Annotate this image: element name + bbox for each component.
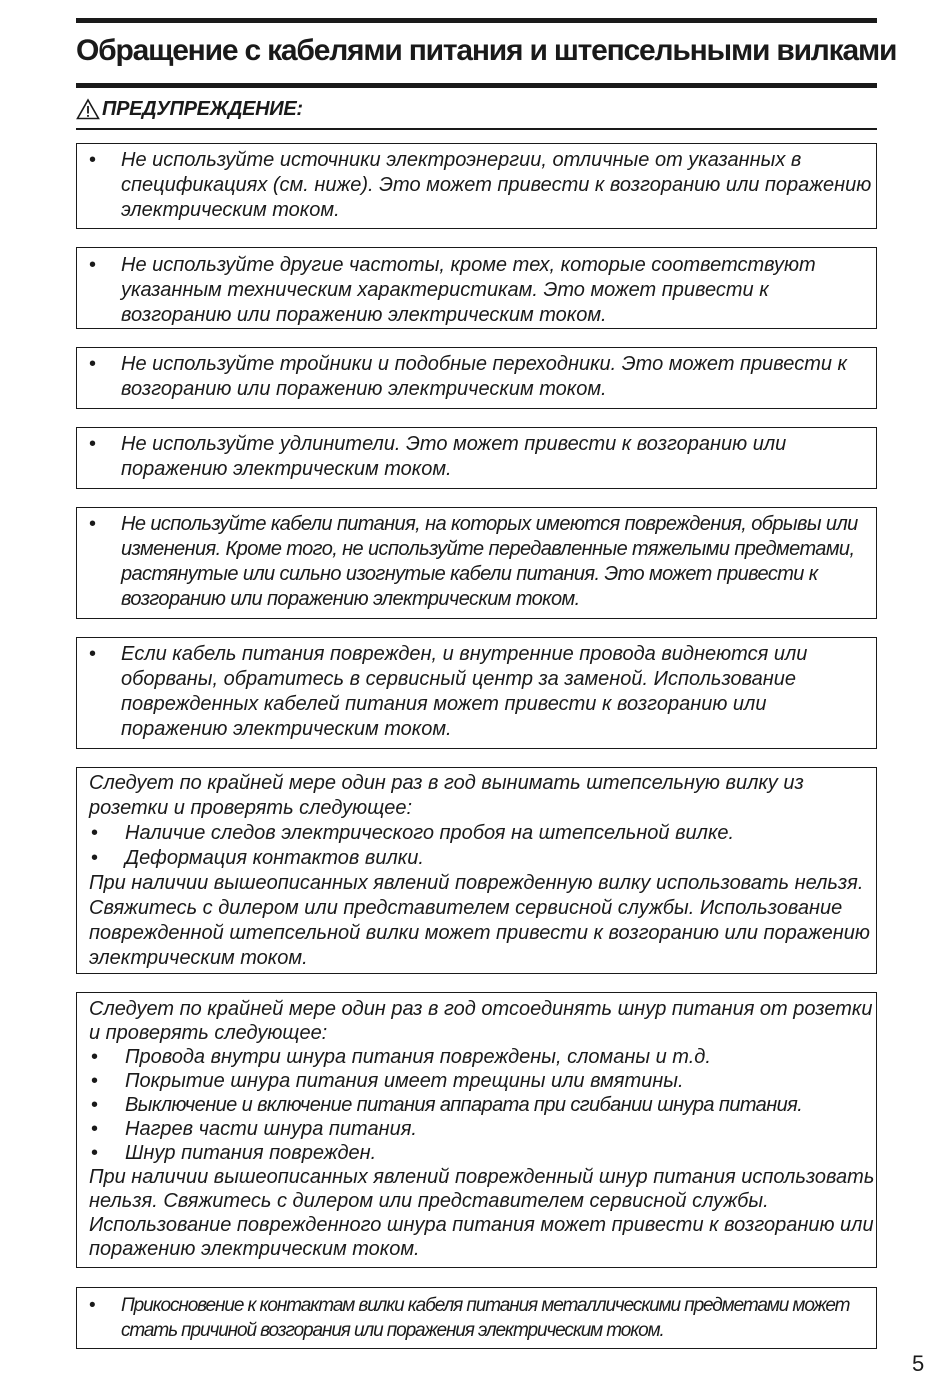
plug-check-outro: При наличии вышеописанных явлений поврежденную вилку использовать нельзя. Свяжитесь с дилером или представителем сервисной службы. Использование поврежденной штепсельной вилки может привести к возгоранию или поражению электрическим током. bbox=[89, 872, 870, 969]
page-number: 5 bbox=[912, 1351, 925, 1376]
warning-text: • Не используйте источники электроэнергии, отличные от указанных в спецификациях (см. ниже). Это может привести к возгоранию или поражению электрическим током. bbox=[89, 148, 876, 223]
cord-check-outro: При наличии вышеописанных явлений поврежденный шнур питания использовать нельзя. Свяжитесь с дилером или представителем сервисной службы. Использование поврежденного шнура питания может привести к возгоранию или поражению электрическим током. bbox=[89, 1166, 875, 1260]
warning-heading bbox=[76, 94, 303, 124]
cord-check-intro: Следует по крайней мере один раз в год отсоединять шнур питания от розетки и проверять следующее: bbox=[89, 998, 873, 1044]
page-title: Обращение с кабелями питания и штепсельными вилками bbox=[76, 34, 897, 67]
plug-check-item: • Наличие следов электрического пробоя на штепсельной вилке. bbox=[91, 821, 876, 846]
cord-check-item: • Шнур питания поврежден. bbox=[91, 1141, 876, 1165]
title-rule bbox=[76, 83, 877, 88]
warning-box bbox=[76, 637, 877, 749]
warning-text: • Не используйте другие частоты, кроме тех, которые соответствуют указанным техническим характеристикам. Это может привести к возгоранию или поражению электрическим током. bbox=[89, 253, 876, 328]
warning-rule bbox=[76, 128, 877, 130]
warning-box bbox=[76, 1287, 877, 1349]
cord-check-item: • Выключение и включение питания аппарата при сгибании шнура питания. bbox=[91, 1093, 876, 1117]
warning-box bbox=[76, 247, 877, 329]
warning-text: • Не используйте кабели питания, на которых имеются повреждения, обрывы или изменения. Кроме того, не используйте передавленные тяжелыми предметами, растянутые или сильно изогнутые кабели питания. Это может привести к возгоранию или поражению электрическим током. bbox=[89, 512, 876, 612]
warning-box bbox=[76, 347, 877, 409]
warning-label: ПРЕДУПРЕЖДЕНИЕ: bbox=[102, 97, 303, 120]
plug-check-intro: Следует по крайней мере один раз в год вынимать штепсельную вилку из розетки и проверять следующее: bbox=[89, 772, 804, 819]
warning-box bbox=[76, 427, 877, 489]
warning-text: • Не используйте тройники и подобные переходники. Это может привести к возгоранию или поражению электрическим током. bbox=[89, 352, 876, 402]
warning-box bbox=[76, 143, 877, 229]
plug-check-item: • Деформация контактов вилки. bbox=[91, 846, 876, 871]
cord-check-box bbox=[76, 992, 877, 1268]
warning-box bbox=[76, 507, 877, 619]
warning-triangle-icon bbox=[76, 98, 100, 120]
cord-check-item: • Провода внутри шнура питания повреждены, сломаны и т.д. bbox=[91, 1045, 876, 1069]
warning-text: • Не используйте удлинители. Это может привести к возгоранию или поражению электрическим током. bbox=[89, 432, 876, 482]
warning-text: • Если кабель питания поврежден, и внутренние провода виднеются или оборваны, обратитесь в сервисный центр за заменой. Использование поврежденных кабелей питания может привести к возгоранию или поражению электрическим током. bbox=[89, 642, 876, 742]
warning-text: • Прикосновение к контактам вилки кабеля питания металлическими предметами может стать причиной возгорания или поражения электрическим током. bbox=[89, 1293, 876, 1343]
top-rule bbox=[76, 18, 877, 23]
plug-check-box bbox=[76, 767, 877, 974]
cord-check-item: • Покрытие шнура питания имеет трещины или вмятины. bbox=[91, 1069, 876, 1093]
cord-check-item: • Нагрев части шнура питания. bbox=[91, 1117, 876, 1141]
